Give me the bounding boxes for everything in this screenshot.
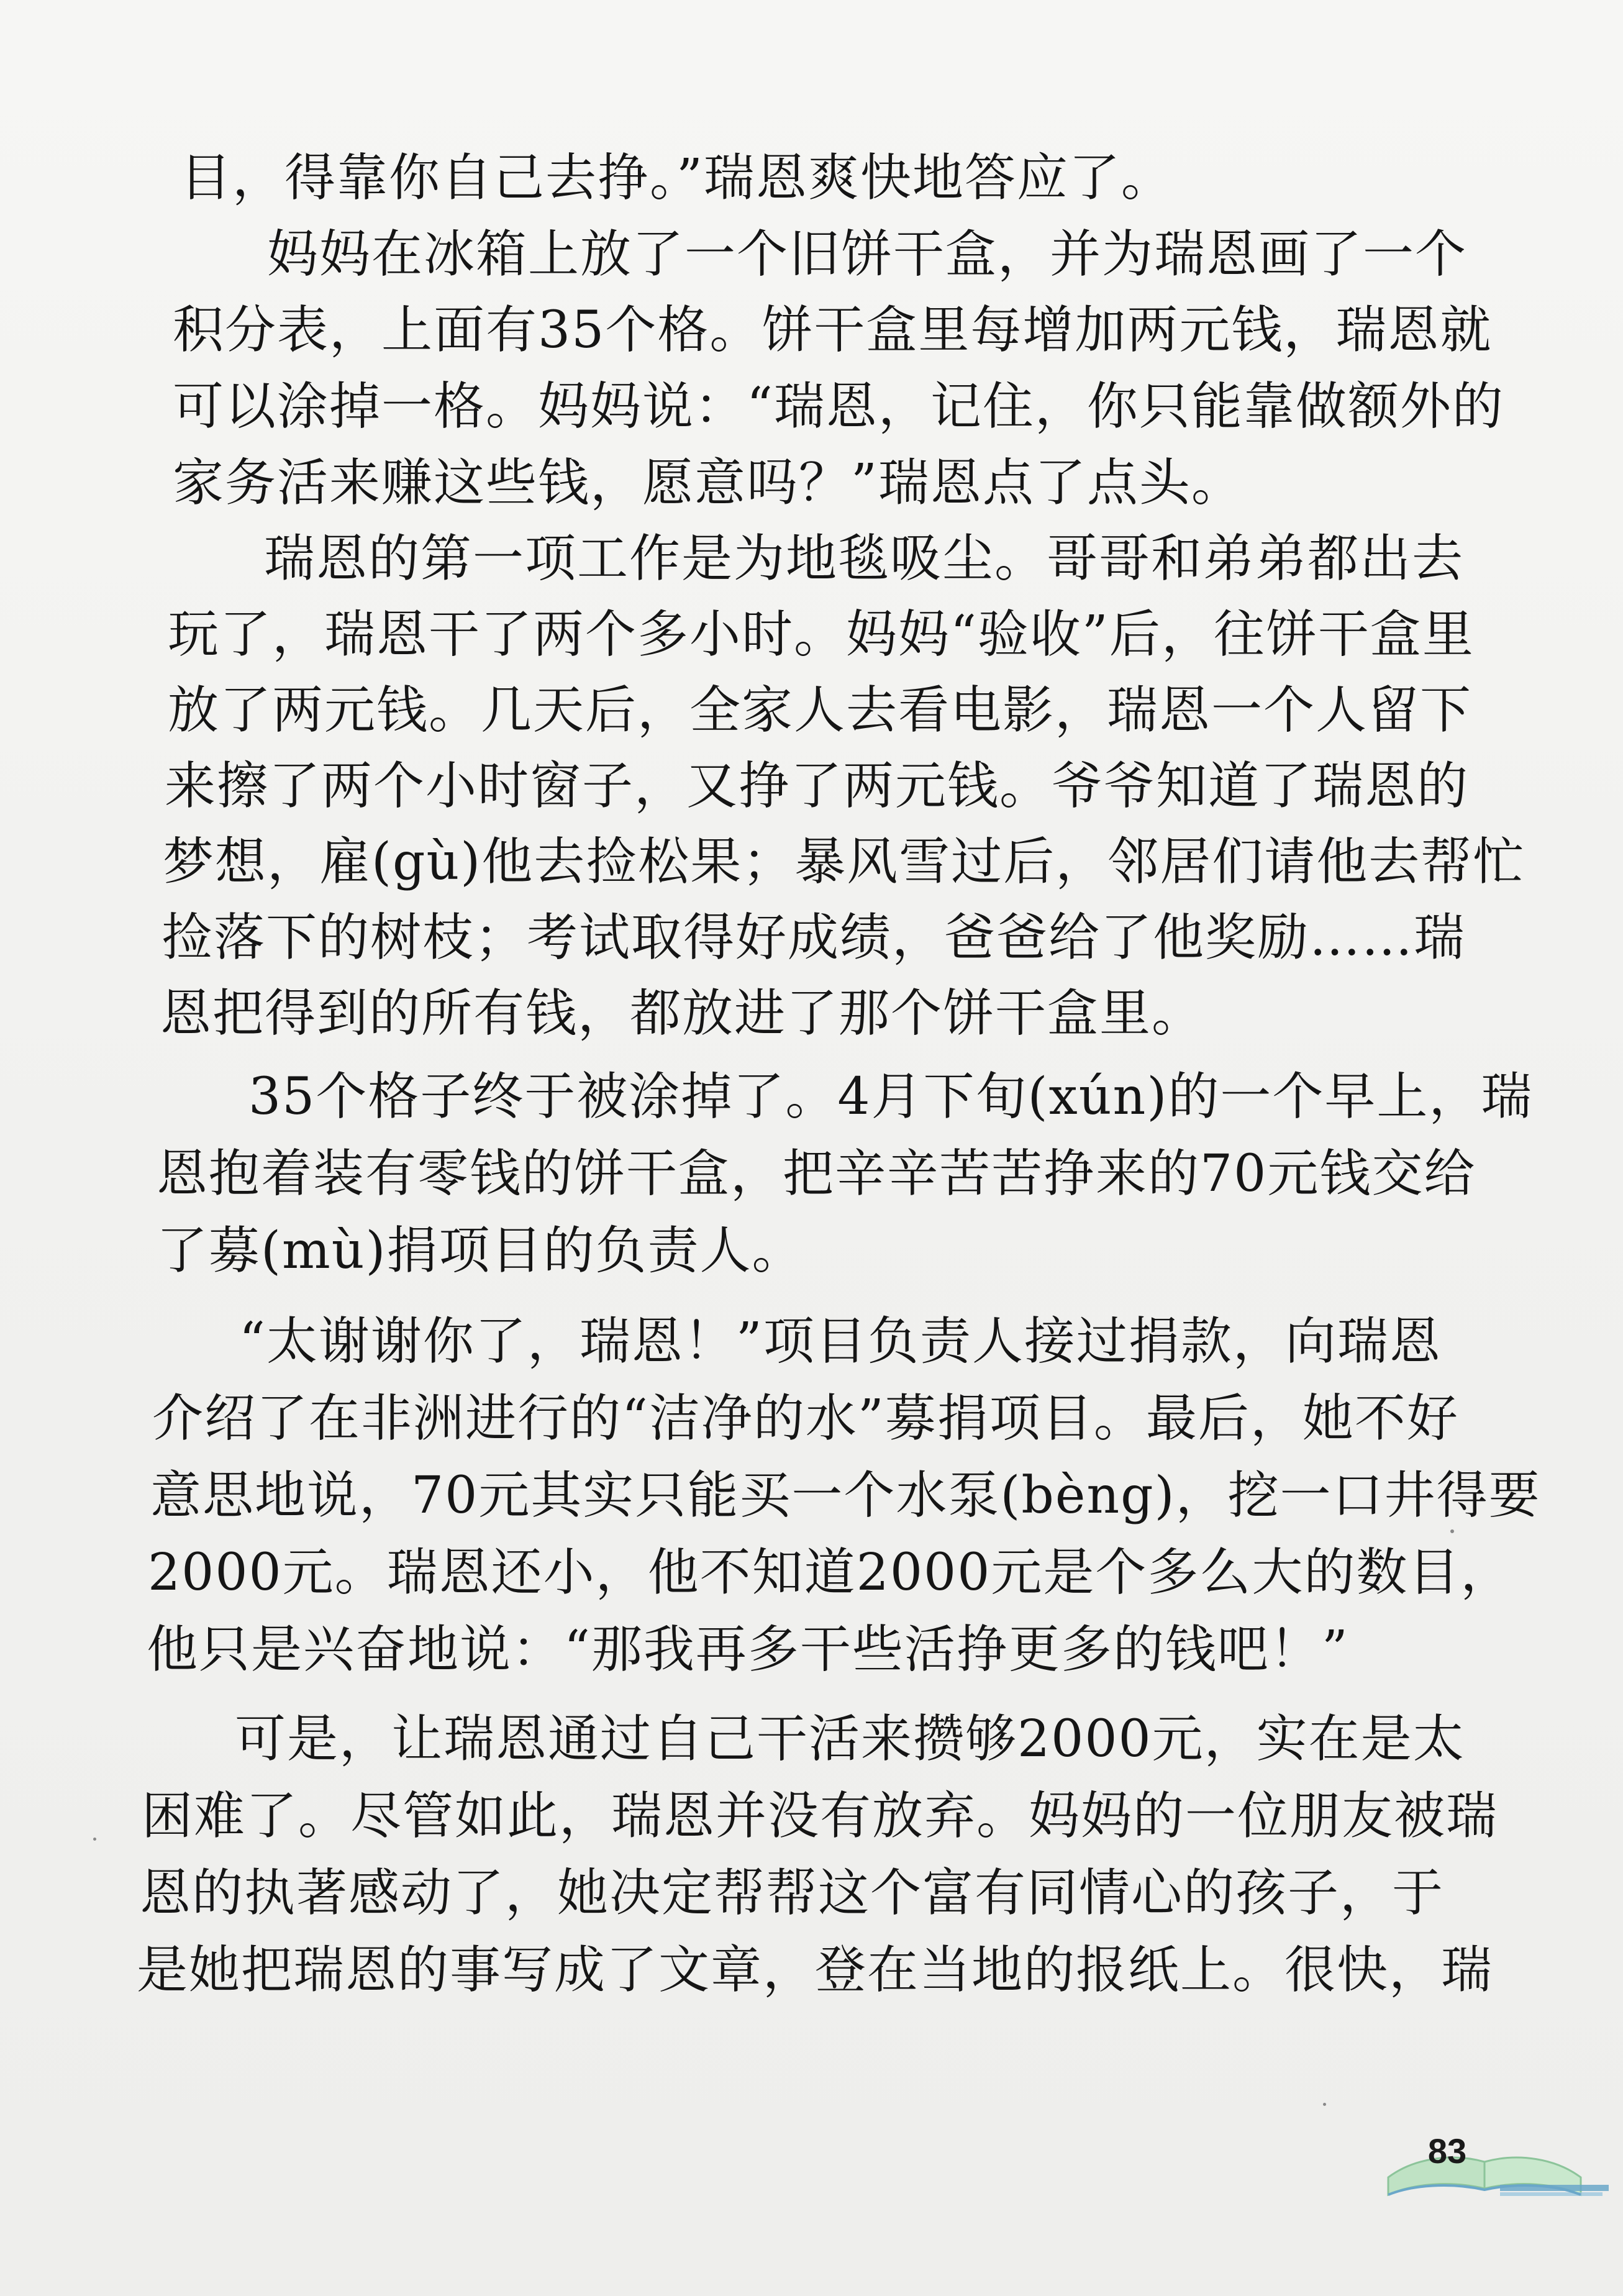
text-line: 困难了。尽管如此，瑞恩并没有放弃。妈妈的一位朋友被瑞 xyxy=(142,1787,1499,1846)
text-line: 35个格子终于被涂掉了。4月下旬(xún)的一个早上，瑞 xyxy=(248,1067,1534,1126)
text-line: 意思地说，70元其实只能买一个水泵(bèng)，挖一口井得要 xyxy=(150,1466,1541,1525)
scan-speck xyxy=(93,1838,96,1841)
text-line: 是她把瑞恩的事写成了文章，登在当地的报纸上。很快，瑞 xyxy=(137,1941,1494,2000)
text-line: 梦想，雇(gù)他去捡松果；暴风雪过后，邻居们请他去帮忙 xyxy=(163,832,1525,891)
text-line: 积分表，上面有35个格。饼干盒里每增加两元钱，瑞恩就 xyxy=(173,301,1493,360)
text-line: 放了两元钱。几天后，全家人去看电影，瑞恩一个人留下 xyxy=(168,681,1473,740)
text-line: 介绍了在非洲进行的“洁净的水”募捐项目。最后，她不好 xyxy=(152,1389,1459,1448)
text-line: 可以涂掉一格。妈妈说：“瑞恩，记住，你只能靠做额外的 xyxy=(173,377,1504,436)
text-line: 恩把得到的所有钱，都放进了那个饼干盒里。 xyxy=(160,984,1204,1043)
text-line: 家务活来赚这些钱，愿意吗？”瑞恩点了点头。 xyxy=(173,453,1243,512)
text-line: 捡落下的树枝；考试取得好成绩，爸爸给了他奖励……瑞 xyxy=(161,908,1466,967)
text-line: 可是，让瑞恩通过自己干活来攒够2000元，实在是太 xyxy=(235,1710,1465,1769)
text-line: 玩了，瑞恩干了两个多小时。妈妈“验收”后，往饼干盒里 xyxy=(168,605,1475,664)
scan-speck xyxy=(1323,2103,1326,2106)
text-line: 恩的执著感动了，她决定帮帮这个富有同情心的孩子，于 xyxy=(140,1864,1445,1923)
text-line: 了募(mù)捐项目的负责人。 xyxy=(157,1221,804,1280)
text-line: 妈妈在冰箱上放了一个旧饼干盒，并为瑞恩画了一个 xyxy=(267,225,1468,284)
text-line: 瑞恩的第一项工作是为地毯吸尘。哥哥和弟弟都出去 xyxy=(264,529,1465,588)
text-line: 来擦了两个小时窗子，又挣了两元钱。爷爷知道了瑞恩的 xyxy=(165,757,1470,816)
text-line: “太谢谢你了，瑞恩！”项目负责人接过捐款，向瑞恩 xyxy=(239,1312,1442,1371)
text-line: 他只是兴奋地说：“那我再多干些活挣更多的钱吧！” xyxy=(147,1620,1349,1679)
scan-speck xyxy=(1450,1529,1454,1533)
text-line: 恩抱着装有零钱的饼干盒，把辛辛苦苦挣来的70元钱交给 xyxy=(157,1144,1476,1203)
page-number: 83 xyxy=(1427,2131,1467,2171)
text-line: 2000元。瑞恩还小，他不知道2000元是个多么大的数目， xyxy=(148,1543,1513,1602)
text-line: 目，得靠你自己去挣。”瑞恩爽快地答应了。 xyxy=(180,148,1173,207)
